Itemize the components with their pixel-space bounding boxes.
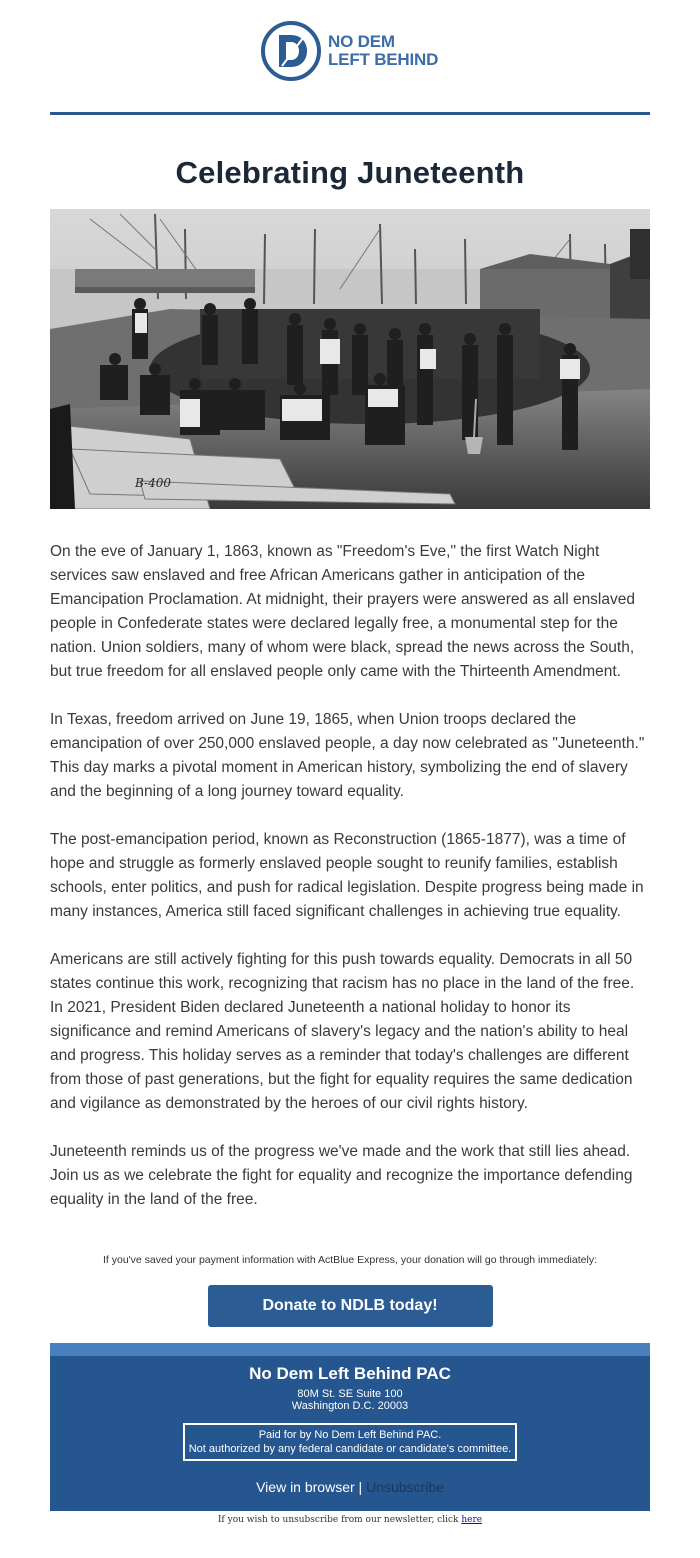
ndlb-logo-icon	[260, 20, 322, 82]
unsubscribe-link[interactable]: Unsubscribe	[366, 1479, 444, 1495]
footer-org-name: No Dem Left Behind PAC	[249, 1364, 451, 1383]
article-paragraph-3: The post-emancipation period, known as Reconstruction (1865-1877), was a time of hope and struggle as formerly enslaved people sought to reunify families, establish schools, enter politics, and push for radical legislation. Despite progress being made in many instances, America still faced significant challenges in achieving true equality.	[50, 831, 644, 920]
fineprint-text: If you wish to unsubscribe from our newsletter, click	[217, 1515, 459, 1525]
footer-address	[50, 1388, 650, 1412]
juneteenth-historic-photo	[50, 209, 650, 509]
article-paragraph-2: In Texas, freedom arrived on June 19, 1865, when Union troops declared the emancipation of over 250,000 enslaved people, a day now celebrated as "Juneteenth." This day marks a pivotal moment in American history, symbolizing the end of slavery and the beginning of a long journey toward equality.	[50, 711, 645, 800]
article-paragraph-5: Juneteenth reminds us of the progress we've made and the work that still lies ahead. Join us as we celebrate the fight for equality and recognize the importance defending equality in the land of the free.	[50, 1143, 633, 1208]
view-in-browser-link[interactable]: View in browser	[256, 1479, 355, 1495]
logo-line-1: NO DEM	[328, 32, 395, 51]
article-title: Celebrating Juneteenth	[175, 155, 525, 190]
header	[50, 0, 650, 112]
article-paragraph-4: Americans are still actively fighting for this push towards equality. Democrats in all 50 states continue this work, recognizing that racism has no place in the land of the free. In 2021, President Biden declared Juneteenth a national holiday to honor its significance and remind Americans of slavery's legacy and the nation's ability to heal and progress. This holiday serves as a reminder that today's challenges are different from those of past generations, but the fight for equality requires the same dedication and vigilance as demonstrated by the heroes of our civil rights history.	[50, 951, 635, 1112]
photo-archive-mark: B-400	[135, 476, 171, 490]
email-container	[50, 0, 650, 1525]
unsubscribe-fineprint	[50, 1515, 650, 1525]
footer-links	[50, 1479, 650, 1495]
donate-button[interactable]: Donate to NDLB today!	[208, 1285, 493, 1327]
logo-line-2: LEFT BEHIND	[328, 50, 439, 69]
footer-address-line-2: Washington D.C. 20003	[291, 1400, 409, 1412]
disclaimer-line-1: Paid for by No Dem Left Behind PAC.	[258, 1429, 442, 1441]
actblue-note: If you've saved your payment information with ActBlue Express, your donation will go through immediately:	[102, 1254, 597, 1266]
disclaimer-line-2: Not authorized by any federal candidate or candidate's committee.	[188, 1443, 512, 1455]
paid-for-disclaimer	[183, 1423, 518, 1461]
article-body	[50, 540, 650, 1212]
footer	[50, 1343, 650, 1511]
logo[interactable]	[260, 20, 438, 82]
footer-link-separator: |	[358, 1479, 363, 1495]
article-paragraph-1: On the eve of January 1, 1863, known as "Freedom's Eve," the first Watch Night services saw enslaved and free African Americans gather in anticipation of the Emancipation Proclamation. At midnight, their prayers were answered as all enslaved people in Confederate states were declared legally free, a monumental step for the nation. Union soldiers, many of whom were black, spread the news across the South, but true freedom for all enslaved people only came with the Thirteenth Amendment.	[50, 543, 635, 680]
donate-wrapper	[50, 1285, 650, 1327]
footer-address-line-1: 80M St. SE Suite 100	[297, 1388, 403, 1400]
fineprint-here-link[interactable]: here	[461, 1515, 483, 1525]
